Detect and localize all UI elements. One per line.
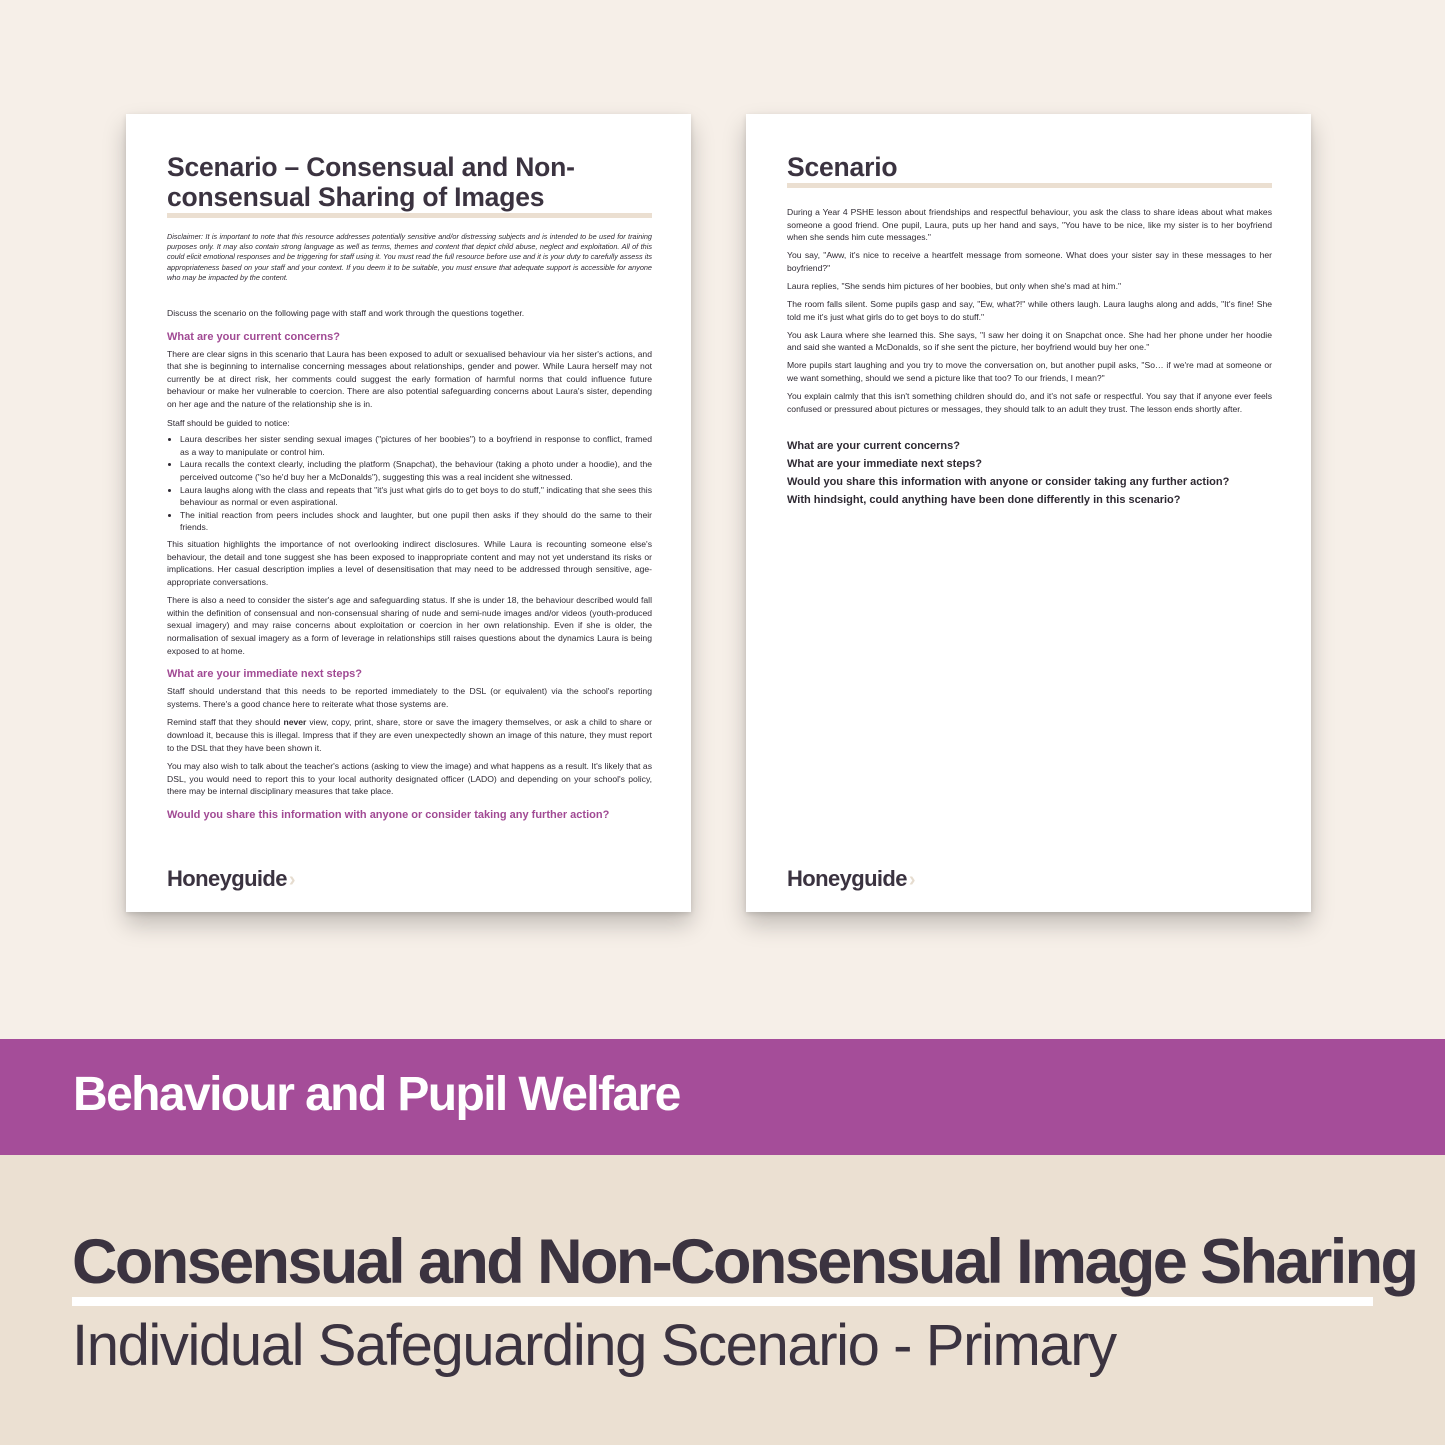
- category-band: [0, 1039, 1445, 1155]
- question-item: What are your current concerns?: [787, 440, 960, 453]
- paragraph: There are clear signs in this scenario that Laura has been exposed to adult or sexualised behaviour via her sister's actions, and that she is beginning to internalise concerning messages about relationships, gender and power. While Laura herself may not currently be at direct risk, her comments could suggest the early formation of harmful norms that could influence future behaviour or make her vulnerable to coercion. There are also potential safeguarding concerns about Laura's sister, depending on her age and the nature of the relationship she is in.: [167, 348, 652, 409]
- page-body: [167, 307, 652, 822]
- paragraph: You ask Laura where she learned this. She says, "I saw her doing it on Snapchat once. She had her phone under her hoodie and said she wanted a McDonalds, so if she sent the picture, her boyfriend would buy her one.": [787, 329, 1272, 353]
- category-label: Behaviour and Pupil Welfare: [73, 1068, 680, 1121]
- paragraph: Laura replies, "She sends him pictures of her boobies, but only when she's mad at him.": [787, 280, 1122, 291]
- intro-text: Discuss the scenario on the following page with staff and work through the questions together.: [167, 308, 525, 319]
- question-list: [787, 437, 1272, 509]
- question-item: Would you share this information with anyone or consider taking any further action?: [787, 476, 1230, 489]
- product-title: Consensual and Non-Consensual Image Sharing: [72, 1227, 1417, 1297]
- notice-list: [167, 433, 652, 534]
- paragraph: Staff should understand that this needs to be reported immediately to the DSL (or equivalent) via the school's reporting systems. There's a good chance here to reiterate what those systems are.: [167, 686, 652, 709]
- title-underline: [787, 183, 1272, 188]
- logo-text: Honeyguide: [167, 866, 287, 891]
- paragraph: More pupils start laughing and you try to move the conversation on, but another pupil asks, "So… if we're mad at someone or we want something, should we send a picture like that too? To our friends, I mean?": [787, 360, 1272, 384]
- page-title: Scenario – Consensual and Non-consensual Sharing of Images: [167, 152, 575, 212]
- logo-chevron-icon: ›: [908, 869, 915, 891]
- text-run: view, copy, print, share, store or save the imagery themselves, or ask a child to share or download it, because this is illegal. Impress that if they are even unexpectedly shown an image of this nature, they must report to the DSL that they have been shown it.: [167, 717, 652, 753]
- title-divider: [72, 1297, 1373, 1306]
- question-item: With hindsight, could anything have been done differently in this scenario?: [787, 494, 1181, 507]
- disclaimer: Disclaimer: It is important to note that this resource addresses potentially sensitive and/or distressing subjects and is intended to be used for training purposes only. It may also contain strong language as well as terms, themes and content that depict child abuse, neglect and exploitation. All of this could elicit emotional responses and be triggering for staff using it. You must read the full resource before use and it is your duty to carefully assess its appropriateness based on your staff and your context. If you deem it to be suitable, you must ensure that adequate support is accessible for anyone who may be impacted by the content.: [167, 232, 652, 282]
- list-item: • The initial reaction from peers includes shock and laughter, but one pupil then asks if they should do the same to their friends.: [180, 509, 652, 534]
- honeyguide-logo: [787, 866, 915, 892]
- heading-share: Would you share this information with anyone or consider taking any further action?: [167, 809, 610, 822]
- paragraph: There is also a need to consider the sister's age and safeguarding status. If she is under 18, the behaviour described would fall within the definition of consensual and non-consensual sharing of nude and semi-nude images and/or videos (youth-produced sexual imagery) and may raise concerns about exploitation or coercion in her own relationship. Even if she is older, the normalisation of sexual imagery as a form of leverage in relationships still raises questions about the dynamics Laura is being exposed to at home.: [167, 595, 652, 656]
- emphasis: never: [283, 717, 307, 728]
- page-title: Scenario: [787, 152, 898, 182]
- product-subtitle: Individual Safeguarding Scenario - Primary: [72, 1313, 1116, 1378]
- document-page-left: [126, 114, 691, 912]
- paragraph: You say, "Aww, it's nice to receive a heartfelt message from someone. What does your sister say in these messages to her boyfriend?": [787, 250, 1272, 273]
- list-item: • Laura laughs along with the class and repeats that "it's just what girls do to get boys to do stuff," indicating that she sees this behaviour as normal or even aspirational.: [180, 484, 652, 509]
- heading-concerns: What are your current concerns?: [167, 330, 340, 343]
- text-run: Remind staff that they should: [167, 717, 284, 728]
- scenario-body: [787, 206, 1272, 415]
- honeyguide-logo: [167, 866, 295, 892]
- paragraph: [167, 716, 652, 754]
- question-item: What are your immediate next steps?: [787, 458, 982, 471]
- paragraph: This situation highlights the importance of not overlooking indirect disclosures. While Laura is recounting someone else's behaviour, the detail and tone suggest she has been exposed to inappropriate content and may not yet understand its risks or implications. Her casual description implies a level of desensitisation that may need to be addressed through sensitive, age-appropriate conversations.: [167, 538, 652, 587]
- logo-text: Honeyguide: [787, 866, 907, 891]
- paragraph: You explain calmly that this isn't something children should do, and it's not safe or respectful. You say that if anyone ever feels confused or pressured about pictures or messages, they should talk to an adult they trust. The lesson ends shortly after.: [787, 391, 1272, 414]
- paragraph: During a Year 4 PSHE lesson about friendships and respectful behaviour, you ask the class to share ideas about what makes someone a good friend. One pupil, Laura, puts up her hand and says, "You have to be nice, like my sister is to her boyfriend when she sends him cute messages.": [787, 207, 1272, 243]
- paragraph: Staff should be guided to notice:: [167, 417, 290, 428]
- list-item: • Laura describes her sister sending sexual images ("pictures of her boobies") to a boyfriend in response to conflict, framed as a way to manipulate or control him.: [180, 433, 652, 458]
- title-underline: [167, 213, 652, 218]
- logo-chevron-icon: ›: [288, 869, 295, 891]
- document-page-right: [746, 114, 1311, 912]
- heading-next-steps: What are your immediate next steps?: [167, 668, 362, 681]
- paragraph: The room falls silent. Some pupils gasp and say, "Ew, what?!" while others laugh. Laura laughs along and adds, "It's fine! She told me it's just what girls do to get boys to do stuff.": [787, 299, 1272, 322]
- paragraph: You may also wish to talk about the teacher's actions (asking to view the image) and what happens as a result. It's likely that as DSL, you would need to report this to your local authority designated officer (LADO) and depending on your school's policy, there may be internal disciplinary measures that take place.: [167, 761, 652, 797]
- list-item: • Laura recalls the context clearly, including the platform (Snapchat), the behaviour (taking a photo under a hoodie), and the perceived outcome ("so he'd buy her a McDonalds"), suggesting this was a real incident she witnessed.: [180, 458, 652, 483]
- product-footer: [0, 1155, 1445, 1445]
